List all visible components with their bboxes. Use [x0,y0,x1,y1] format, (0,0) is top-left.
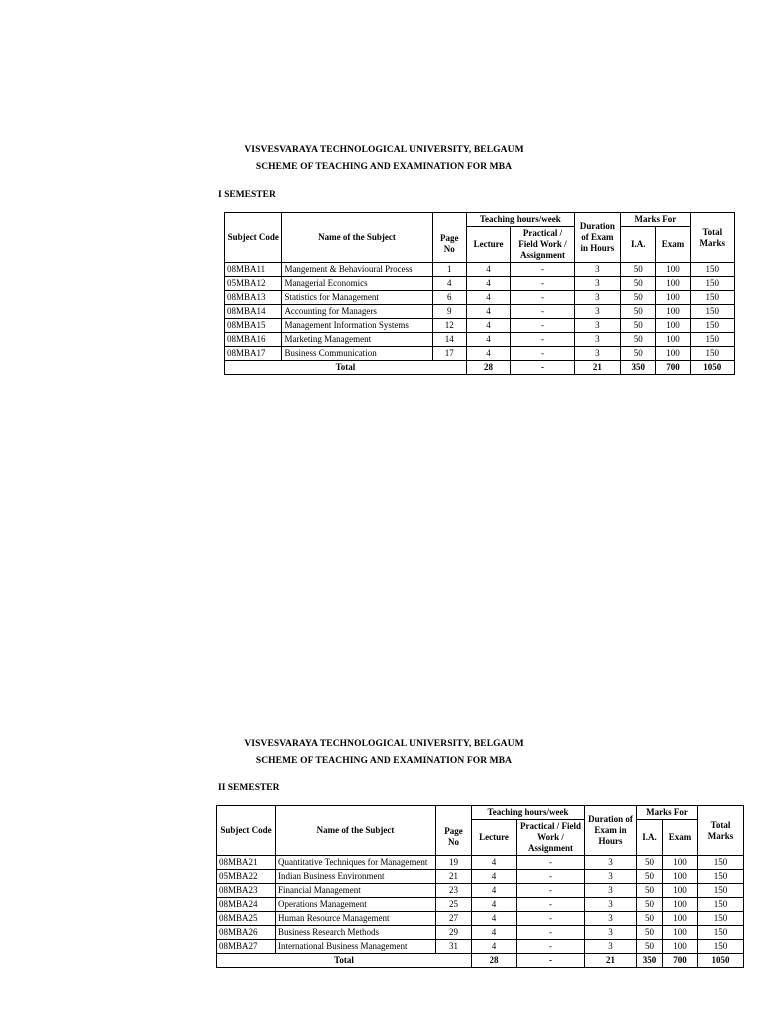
practical-cell: - [511,277,574,291]
total-practical: - [517,954,585,968]
subject-code-cell: 08MBA26 [217,926,276,940]
lecture-cell: 4 [472,912,517,926]
ia-cell: 50 [621,319,656,333]
total-cell: 150 [698,870,744,884]
lecture-cell: 4 [472,898,517,912]
total-cell: 150 [698,856,744,870]
lecture-cell: 4 [472,856,517,870]
exam-cell: 100 [656,319,690,333]
table-header-row [217,806,744,820]
practical-cell: - [517,898,585,912]
subject-code-cell: 08MBA24 [217,898,276,912]
subject-name-cell: Business Communication [282,347,432,361]
practical-cell: - [517,856,585,870]
ia-cell: 50 [637,870,663,884]
header-ia: I.A. [637,820,663,856]
exam-cell: 100 [663,870,698,884]
header-ia: I.A. [621,227,656,263]
lecture-cell: 4 [466,291,510,305]
practical-cell: - [511,263,574,277]
subject-code-cell: 08MBA16 [225,333,282,347]
practical-cell: - [517,870,585,884]
subject-code-cell: 08MBA11 [225,263,282,277]
exam-cell: 100 [663,884,698,898]
subject-name-cell: Operations Management [276,898,436,912]
ia-cell: 50 [621,263,656,277]
table-row [225,333,735,347]
subject-name-cell: Managerial Economics [282,277,432,291]
table-body [225,263,735,361]
scheme-title: SCHEME OF TEACHING AND EXAMINATION FOR MBA [255,756,513,766]
subject-name-cell: Business Research Methods [276,926,436,940]
total-cell: 150 [698,926,744,940]
practical-cell: - [511,291,574,305]
table-row [217,926,744,940]
header-total-marks: Total Marks [698,806,744,856]
lecture-cell: 4 [466,319,510,333]
subject-name-cell: Management Information Systems [282,319,432,333]
table-row [225,319,735,333]
total-cell: 150 [690,277,734,291]
lecture-cell: 4 [466,277,510,291]
total-ia: 350 [637,954,663,968]
exam-cell: 100 [663,898,698,912]
header-page-no: Page No [432,227,466,263]
ia-cell: 50 [621,291,656,305]
lecture-cell: 4 [466,347,510,361]
total-label: Total [225,361,467,375]
lecture-cell: 4 [472,940,517,954]
total-ia: 350 [621,361,656,375]
subject-code-cell: 08MBA17 [225,347,282,361]
total-cell: 150 [690,333,734,347]
header-subject-code: Subject Code [225,213,282,263]
page-no-cell: 1 [432,263,466,277]
table-row [217,940,744,954]
duration-cell: 3 [574,263,620,277]
exam-cell: 100 [656,347,690,361]
practical-cell: - [511,347,574,361]
header-marks-for: Marks For [621,213,691,227]
total-duration: 21 [585,954,637,968]
total-cell: 150 [698,898,744,912]
ia-cell: 50 [621,277,656,291]
total-cell: 150 [690,319,734,333]
exam-cell: 100 [656,333,690,347]
practical-cell: - [517,940,585,954]
duration-cell: 3 [585,884,637,898]
practical-cell: - [517,912,585,926]
total-cell: 150 [698,912,744,926]
ia-cell: 50 [621,333,656,347]
practical-cell: - [517,926,585,940]
header-teaching: Teaching hours/week [472,806,585,820]
total-cell: 150 [690,347,734,361]
duration-cell: 3 [574,291,620,305]
table-row [225,347,735,361]
duration-cell: 3 [585,940,637,954]
duration-cell: 3 [585,870,637,884]
table-row [217,870,744,884]
page-no-cell: 6 [432,291,466,305]
page-no-cell: 14 [432,333,466,347]
exam-cell: 100 [663,926,698,940]
duration-cell: 3 [574,305,620,319]
exam-cell: 100 [656,263,690,277]
scheme-title: SCHEME OF TEACHING AND EXAMINATION FOR MBA [255,162,513,172]
header-practical: Practical / Field Work / Assignment [511,227,574,263]
subject-code-cell: 05MBA22 [217,870,276,884]
lecture-cell: 4 [466,263,510,277]
subject-name-cell: Mangement & Behavioural Process [282,263,432,277]
page-no-cell: 27 [436,912,472,926]
exam-cell: 100 [656,305,690,319]
duration-cell: 3 [574,347,620,361]
exam-cell: 100 [656,277,690,291]
semester-label: II SEMESTER [218,783,280,793]
page-no-cell: 9 [432,305,466,319]
exam-cell: 100 [663,912,698,926]
subject-name-cell: Financial Management [276,884,436,898]
header-blank [432,213,466,227]
page-no-cell: 25 [436,898,472,912]
header-subject-name: Name of the Subject [282,213,432,263]
header-marks-for: Marks For [637,806,698,820]
table-row [225,277,735,291]
header-duration: Duration of Exam in Hours [585,806,637,856]
subject-code-cell: 08MBA15 [225,319,282,333]
total-row [217,954,744,968]
header-subject-name: Name of the Subject [276,806,436,856]
university-title: VISVESVARAYA TECHNOLOGICAL UNIVERSITY, BELGAUM [244,145,524,155]
semester-label: I SEMESTER [218,190,276,200]
total-exam: 700 [663,954,698,968]
ia-cell: 50 [621,347,656,361]
duration-cell: 3 [574,319,620,333]
exam-cell: 100 [656,291,690,305]
subject-name-cell: Accounting for Managers [282,305,432,319]
total-label: Total [217,954,472,968]
header-teaching: Teaching hours/week [466,213,574,227]
ia-cell: 50 [637,912,663,926]
duration-cell: 3 [585,898,637,912]
page-no-cell: 21 [436,870,472,884]
duration-cell: 3 [585,856,637,870]
lecture-cell: 4 [472,870,517,884]
subject-name-cell: International Business Management [276,940,436,954]
total-exam: 700 [656,361,690,375]
header-exam: Exam [656,227,690,263]
page-no-cell: 19 [436,856,472,870]
subject-name-cell: Statistics for Management [282,291,432,305]
subject-code-cell: 05MBA12 [225,277,282,291]
lecture-cell: 4 [466,305,510,319]
total-duration: 21 [574,361,620,375]
practical-cell: - [511,333,574,347]
ia-cell: 50 [637,926,663,940]
total-cell: 150 [690,263,734,277]
table-row [217,898,744,912]
subject-code-cell: 08MBA13 [225,291,282,305]
subject-code-cell: 08MBA23 [217,884,276,898]
ia-cell: 50 [637,856,663,870]
exam-cell: 100 [663,940,698,954]
total-cell: 150 [690,291,734,305]
header-duration: Duration of Exam in Hours [574,213,620,263]
practical-cell: - [511,319,574,333]
total-cell: 150 [698,884,744,898]
page-no-cell: 4 [432,277,466,291]
header-total-marks: Total Marks [690,213,734,263]
ia-cell: 50 [637,898,663,912]
subject-code-cell: 08MBA14 [225,305,282,319]
page-no-cell: 12 [432,319,466,333]
subject-name-cell: Human Resource Management [276,912,436,926]
header-practical: Practical / Field Work / Assignment [517,820,585,856]
header-exam: Exam [663,820,698,856]
header-blank [436,806,472,820]
header-lecture: Lecture [466,227,510,263]
duration-cell: 3 [585,926,637,940]
subject-name-cell: Marketing Management [282,333,432,347]
subject-code-cell: 08MBA21 [217,856,276,870]
ia-cell: 50 [637,884,663,898]
ia-cell: 50 [637,940,663,954]
university-title: VISVESVARAYA TECHNOLOGICAL UNIVERSITY, BELGAUM [244,739,524,749]
lecture-cell: 4 [472,926,517,940]
total-lecture: 28 [466,361,510,375]
subject-code-cell: 08MBA27 [217,940,276,954]
total-lecture: 28 [472,954,517,968]
header-subject-code: Subject Code [217,806,276,856]
total-cell: 150 [698,940,744,954]
lecture-cell: 4 [472,884,517,898]
scheme-table [224,212,735,375]
subject-name-cell: Quantitative Techniques for Management [276,856,436,870]
subject-code-cell: 08MBA25 [217,912,276,926]
table-row [217,884,744,898]
page-no-cell: 23 [436,884,472,898]
table-row [225,291,735,305]
table-row [225,263,735,277]
total-cell: 150 [690,305,734,319]
total-row [225,361,735,375]
header-page-no: Page No [436,820,472,856]
table-row [225,305,735,319]
page-no-cell: 31 [436,940,472,954]
table-body [217,856,744,954]
table-header-row [225,213,735,227]
page-no-cell: 17 [432,347,466,361]
total-practical: - [511,361,574,375]
ia-cell: 50 [621,305,656,319]
duration-cell: 3 [574,333,620,347]
total-marks: 1050 [698,954,744,968]
practical-cell: - [517,884,585,898]
scheme-table [216,805,744,968]
page-no-cell: 29 [436,926,472,940]
header-lecture: Lecture [472,820,517,856]
lecture-cell: 4 [466,333,510,347]
table-row [217,912,744,926]
duration-cell: 3 [574,277,620,291]
total-marks: 1050 [690,361,734,375]
table-row [217,856,744,870]
exam-cell: 100 [663,856,698,870]
duration-cell: 3 [585,912,637,926]
subject-name-cell: Indian Business Environment [276,870,436,884]
practical-cell: - [511,305,574,319]
